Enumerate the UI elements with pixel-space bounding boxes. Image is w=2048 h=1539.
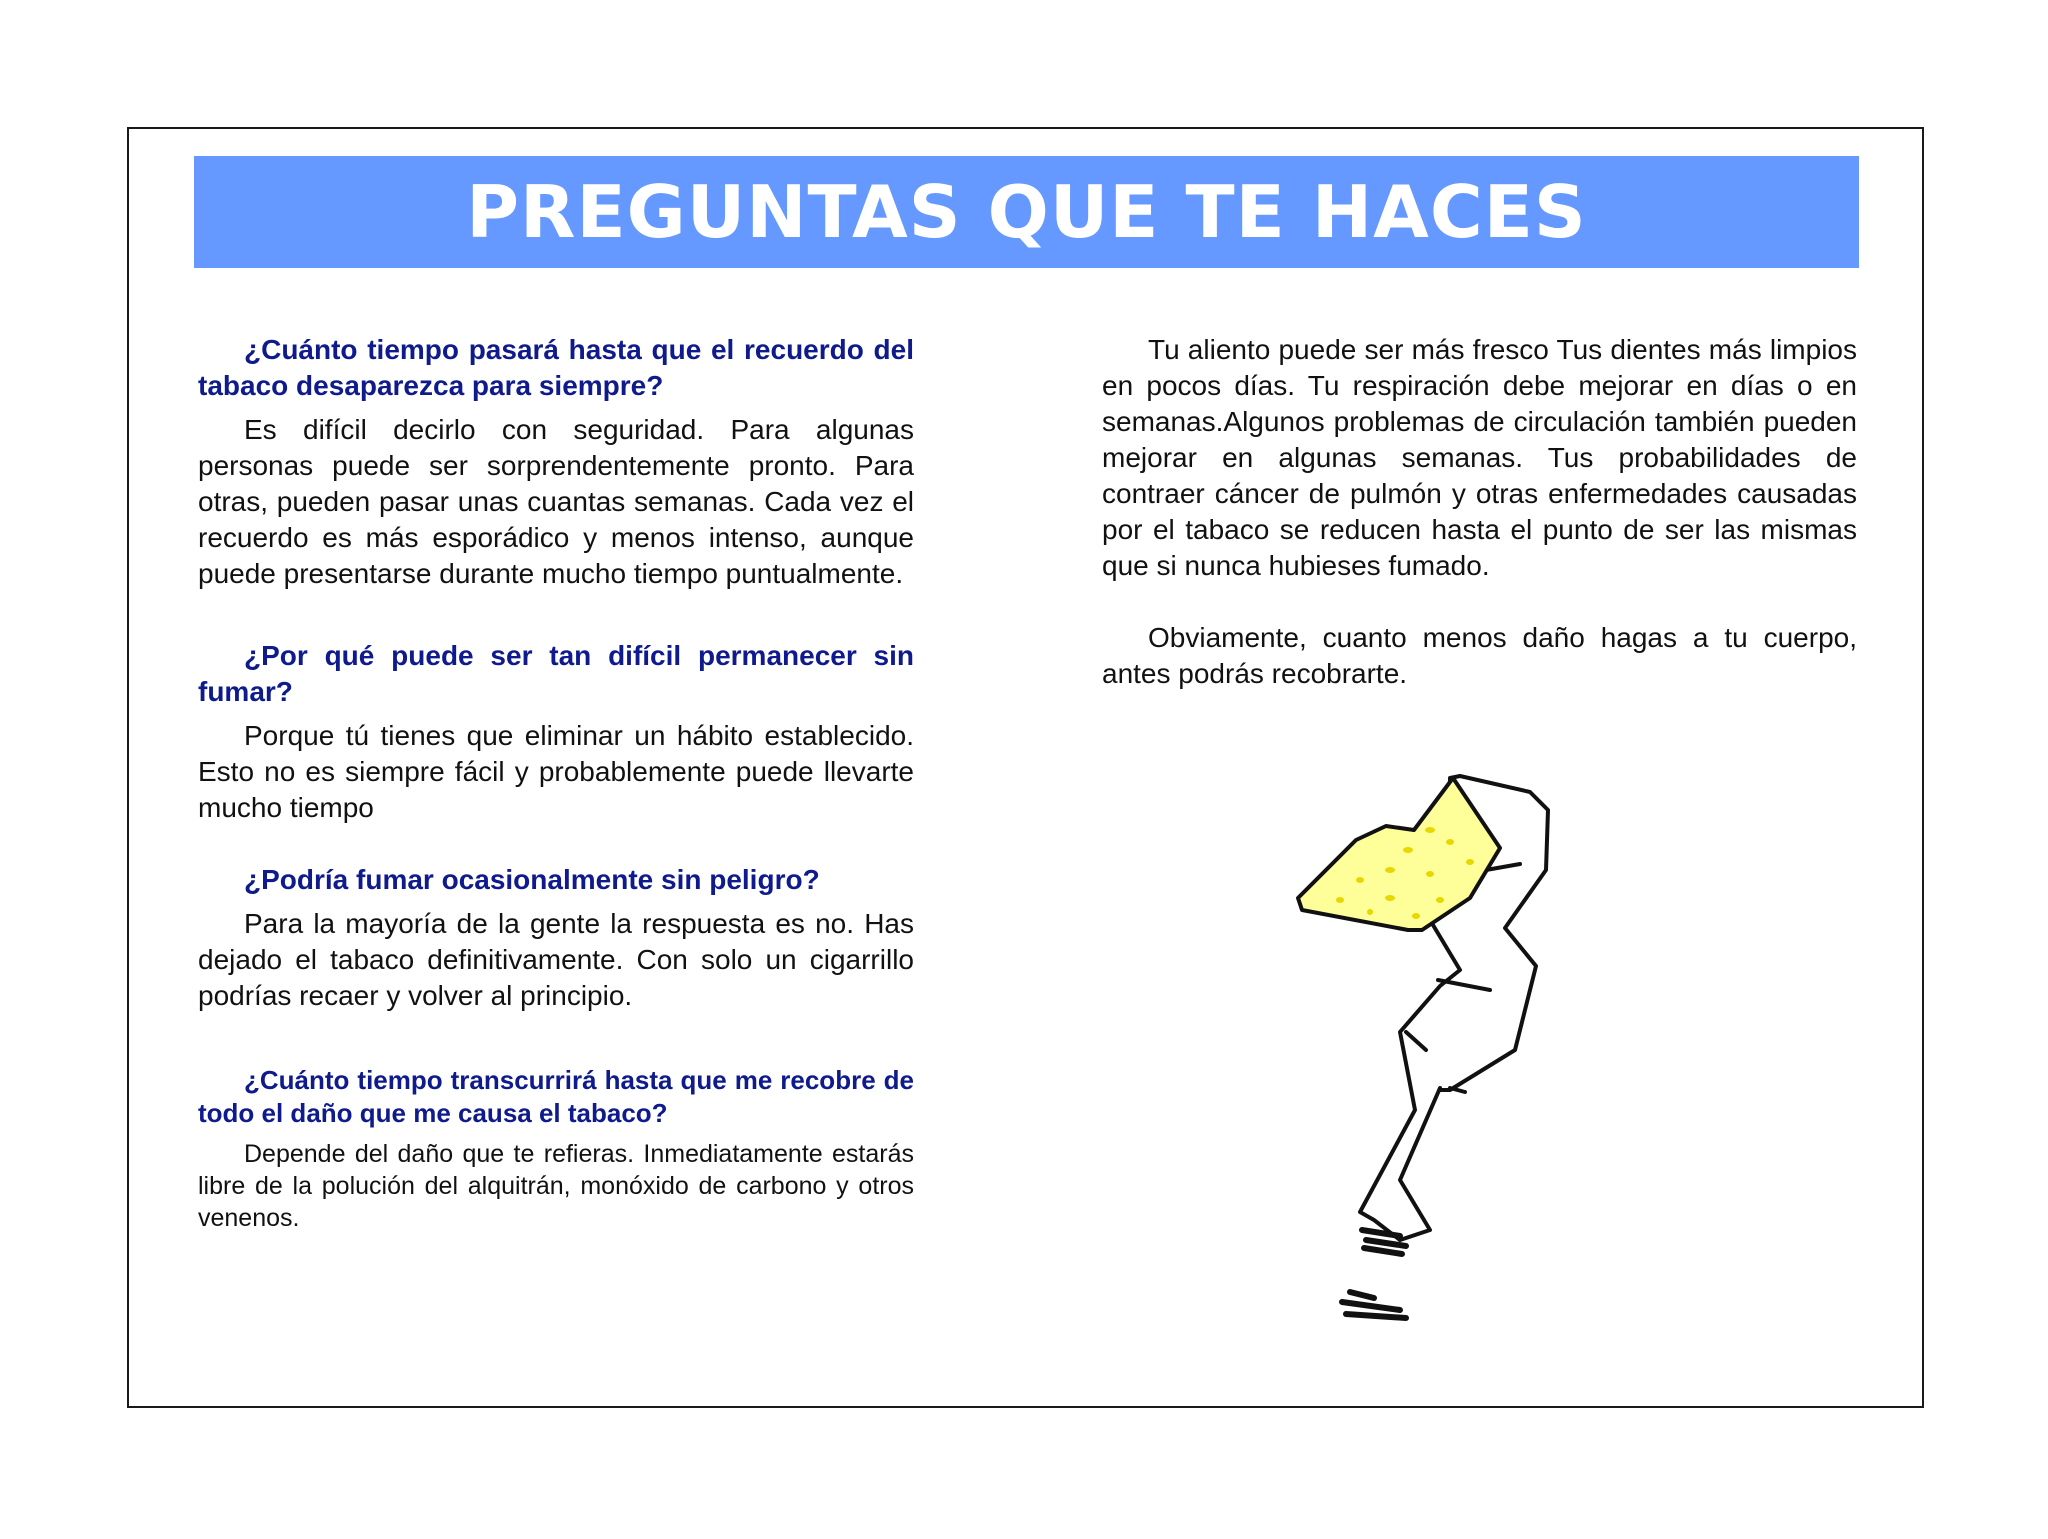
faq-item xyxy=(198,1064,914,1234)
body-paragraph: Tu aliento puede ser más fresco Tus dientes más limpios en pocos días. Tu respiración debe mejorar en días o en semanas.Algunos problemas de circulación también pueden mejorar en algunas semanas. Tus probabilidades de contraer cáncer de pulmón y otras enfermedades causadas por el tabaco se reducen hasta el punto de ser las mismas que si nunca hubieses fumado. xyxy=(1102,334,1857,581)
ash-mark-lower xyxy=(1342,1292,1406,1318)
faq-item xyxy=(198,862,914,1014)
faq-item xyxy=(198,638,914,826)
page-title-text: PREGUNTAS QUE TE HACES xyxy=(466,170,1587,254)
faq-question: ¿Podría fumar ocasionalmente sin peligro? xyxy=(244,864,820,895)
faq-answer: Porque tú tienes que eliminar un hábito establecido. Esto no es siempre fácil y probablemente puede llevarte mucho tiempo xyxy=(198,720,914,823)
faq-answer: Es difícil decirlo con seguridad. Para algunas personas puede ser sorprendentemente pronto. Para otras, pueden pasar unas cuantas semanas. Cada vez el recuerdo es más esporádico y menos intenso, aunque puede presentarse durante mucho tiempo puntualmente. xyxy=(198,414,914,589)
page-title xyxy=(194,156,1859,268)
cigarette-question-mark-icon xyxy=(1290,770,1650,1330)
faq-question: ¿Por qué puede ser tan difícil permanecer sin fumar? xyxy=(198,640,914,707)
right-column xyxy=(1102,332,1857,692)
faq-answer: Para la mayoría de la gente la respuesta es no. Has dejado el tabaco definitivamente. Con solo un cigarrillo podrías recaer y volver al principio. xyxy=(198,908,914,1011)
body-paragraph: Obviamente, cuanto menos daño hagas a tu cuerpo, antes podrás recobrarte. xyxy=(1102,622,1857,689)
ash-mark-upper xyxy=(1362,1230,1406,1254)
left-column xyxy=(198,332,914,1234)
faq-item xyxy=(198,332,914,592)
faq-question: ¿Cuánto tiempo pasará hasta que el recuerdo del tabaco desaparezca para siempre? xyxy=(198,334,914,401)
faq-answer: Depende del daño que te refieras. Inmediatamente estarás libre de la polución del alquitrán, monóxido de carbono y otros venenos. xyxy=(198,1140,914,1232)
faq-question: ¿Cuánto tiempo transcurrirá hasta que me recobre de todo el daño que me causa el tabaco? xyxy=(198,1065,914,1128)
